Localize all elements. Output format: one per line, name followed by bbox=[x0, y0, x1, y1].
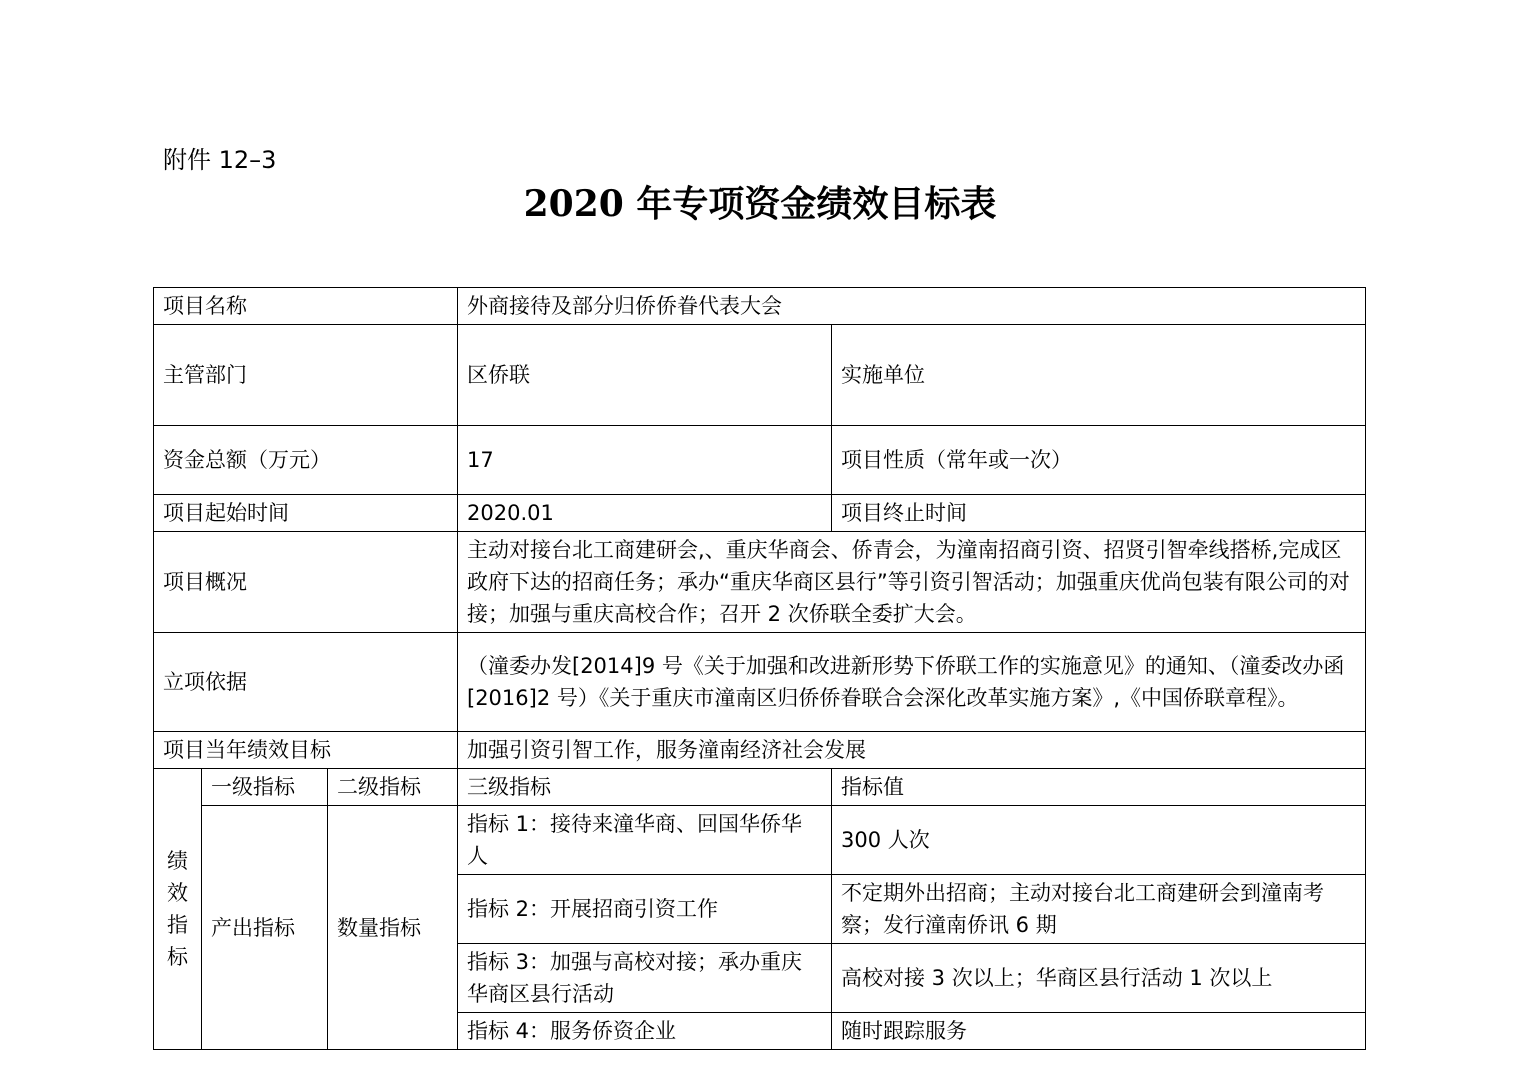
level2-quantity: 数量指标 bbox=[328, 806, 458, 1050]
indicator-name: 指标 2：开展招商引资工作 bbox=[458, 875, 832, 944]
impl-unit-label: 实施单位 bbox=[832, 325, 1366, 426]
end-label: 项目终止时间 bbox=[832, 495, 1366, 532]
row-basis bbox=[154, 633, 1366, 732]
row-dates bbox=[154, 495, 1366, 532]
row-goal bbox=[154, 732, 1366, 769]
indicator-value: 高校对接 3 次以上；华商区县行活动 1 次以上 bbox=[832, 944, 1366, 1013]
dept-label: 主管部门 bbox=[154, 325, 458, 426]
level3-header: 三级指标 bbox=[458, 769, 832, 806]
basis-label: 立项依据 bbox=[154, 633, 458, 732]
indicator-value: 随时跟踪服务 bbox=[832, 1013, 1366, 1050]
row-indicator-headers bbox=[154, 769, 1366, 806]
goal-value: 加强引资引智工作，服务潼南经济社会发展 bbox=[458, 732, 1366, 769]
indicator-name: 指标 1：接待来潼华商、回国华侨华人 bbox=[458, 806, 832, 875]
project-name-label: 项目名称 bbox=[154, 288, 458, 325]
level1-output: 产出指标 bbox=[202, 806, 328, 1050]
performance-table bbox=[153, 287, 1366, 1050]
start-value: 2020.01 bbox=[458, 495, 832, 532]
row-project-name bbox=[154, 288, 1366, 325]
indicator-row bbox=[154, 806, 1366, 875]
funds-value: 17 bbox=[458, 426, 832, 495]
dept-value: 区侨联 bbox=[458, 325, 832, 426]
row-overview bbox=[154, 532, 1366, 633]
indicator-name: 指标 4：服务侨资企业 bbox=[458, 1013, 832, 1050]
row-department bbox=[154, 325, 1366, 426]
nature-label: 项目性质（常年或一次） bbox=[832, 426, 1366, 495]
page-title: 2020 年专项资金绩效目标表 bbox=[523, 183, 997, 225]
overview-label: 项目概况 bbox=[154, 532, 458, 633]
indicator-value: 不定期外出招商；主动对接台北工商建研会到潼南考察；发行潼南侨讯 6 期 bbox=[832, 875, 1366, 944]
attachment-label: 附件 12–3 bbox=[163, 146, 277, 174]
funds-label: 资金总额（万元） bbox=[154, 426, 458, 495]
basis-value: （潼委办发[2014]9 号《关于加强和改进新形势下侨联工作的实施意见》的通知、（潼委改办函[2016]2 号）《关于重庆市潼南区归侨侨眷联合会深化改革实施方案》,《中国侨联章程》。 bbox=[458, 633, 1366, 732]
level2-header: 二级指标 bbox=[328, 769, 458, 806]
performance-indicator-label: 绩 效 指 标 bbox=[154, 769, 202, 1050]
start-label: 项目起始时间 bbox=[154, 495, 458, 532]
overview-value: 主动对接台北工商建研会,、重庆华商会、侨青会，为潼南招商引资、招贤引智牵线搭桥,完成区政府下达的招商任务；承办“重庆华商区县行”等引资引智活动；加强重庆优尚包装有限公司的对接；加强与重庆高校合作；召开 2 次侨联全委扩大会。 bbox=[458, 532, 1366, 633]
row-funds bbox=[154, 426, 1366, 495]
goal-label: 项目当年绩效目标 bbox=[154, 732, 458, 769]
level1-header: 一级指标 bbox=[202, 769, 328, 806]
indicator-value: 300 人次 bbox=[832, 806, 1366, 875]
indicator-name: 指标 3：加强与高校对接；承办重庆华商区县行活动 bbox=[458, 944, 832, 1013]
project-name-value: 外商接待及部分归侨侨眷代表大会 bbox=[458, 288, 1366, 325]
value-header: 指标值 bbox=[832, 769, 1366, 806]
